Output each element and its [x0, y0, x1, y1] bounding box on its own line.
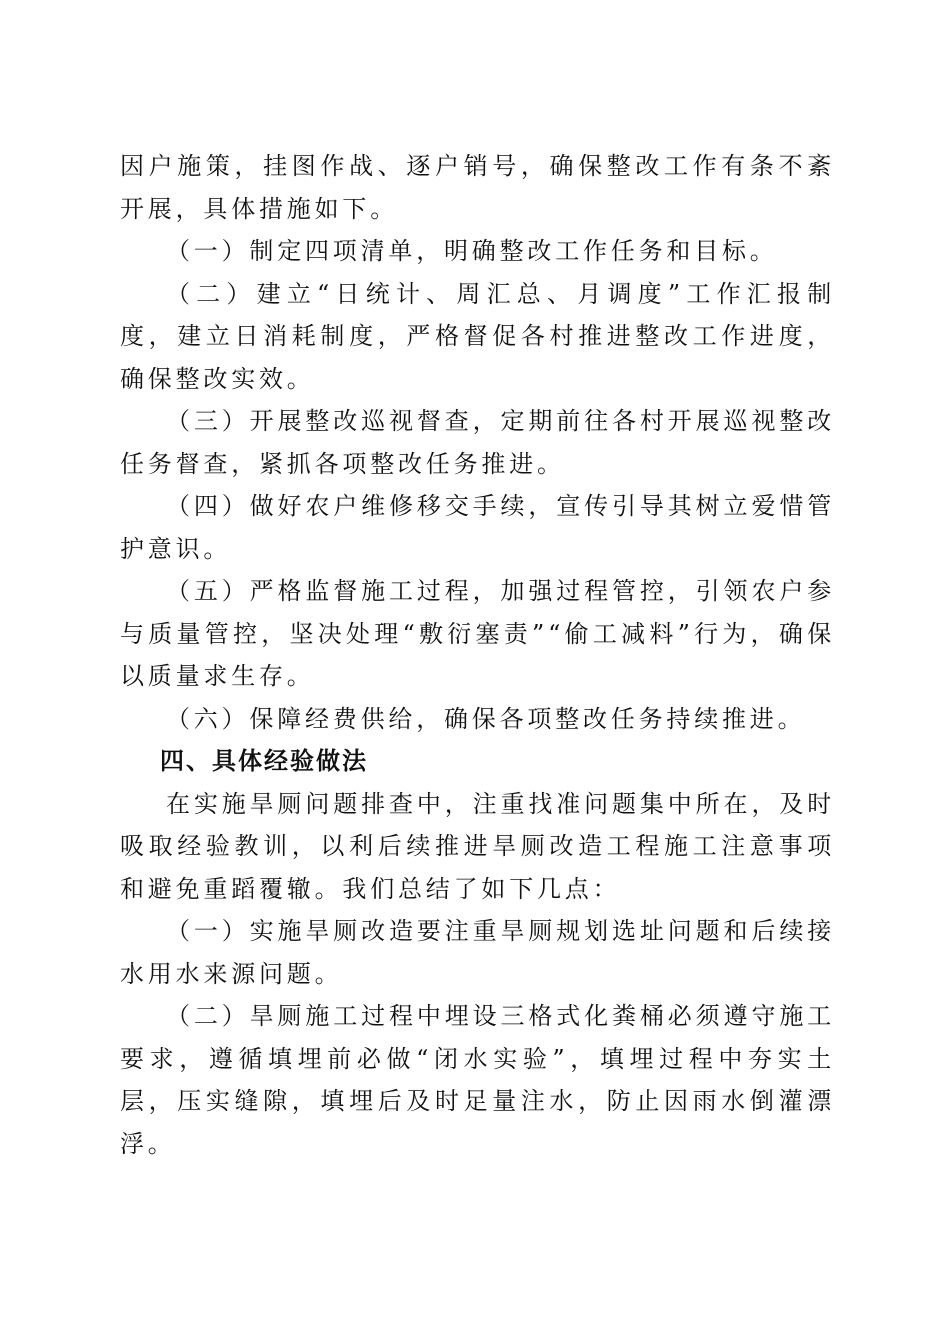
paragraph-experience-2: （二）旱厕施工过程中埋设三格式化粪桶必须遵守施工要求，遵循填埋前必做“闭水实验”，填埋过程中夯实土层，压实缝隙，填埋后及时足量注水，防止因雨水倒灌漂浮。 — [120, 1002, 835, 1158]
paragraph-intro: 因户施策，挂图作战、逐户销号，确保整改工作有条不紊开展，具体措施如下。 — [120, 152, 835, 223]
document-page — [120, 145, 835, 1165]
paragraph-measure-1: （一）制定四项清单，明确整改工作任务和目标。 — [166, 237, 778, 265]
paragraph-measure-4: （四）做好农户维修移交手续，宣传引导其树立爱惜管护意识。 — [120, 492, 835, 563]
paragraph-measure-5: （五）严格监督施工过程，加强过程管控，引领农户参与质量管控，坚决处理“敷衍塞责”“偷工减料”行为，确保以质量求生存。 — [120, 577, 835, 690]
paragraph-measure-2: （二）建立“日统计、周汇总、月调度”工作汇报制度，建立日消耗制度，严格督促各村推进整改工作进度，确保整改实效。 — [120, 279, 835, 393]
paragraph-measure-6: （六）保障经费供给，确保各项整改任务持续推进。 — [166, 704, 806, 733]
section-heading: 四、具体经验做法 — [160, 747, 368, 775]
paragraph-measure-3: （三）开展整改巡视督查，定期前往各村开展巡视整改任务督查，紧抓各项整改任务推进。 — [120, 407, 835, 478]
paragraph-experience-intro: 在实施旱厕问题排查中，注重找准问题集中所在，及时吸取经验教训，以利后续推进旱厕改造工程施工注意事项和避免重蹈覆辙。我们总结了如下几点： — [120, 789, 835, 903]
paragraph-experience-1: （一）实施旱厕改造要注重旱厕规划选址问题和后续接水用水来源问题。 — [120, 917, 835, 988]
